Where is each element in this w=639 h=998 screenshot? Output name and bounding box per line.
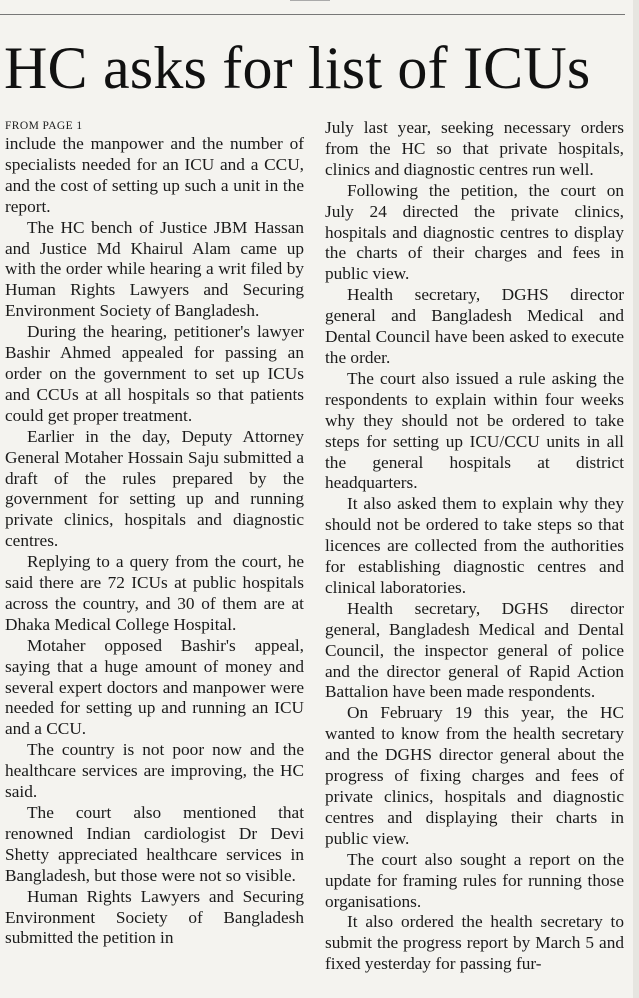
paragraph: Health secretary, DGHS director general, Bangladesh Medical and Dental Council, the inspector general of police and the director general of Rapid Action Battalion have been made respondents.	[325, 598, 624, 702]
paragraph: The court also sought a report on the update for framing rules for running those organisations.	[325, 849, 624, 911]
paragraph: The HC bench of Justice JBM Hassan and Justice Md Khairul Alam came up with the order while hearing a writ filed by Human Rights Lawyers and Securing Environment Society of Bangladesh.	[5, 217, 304, 321]
paragraph: The court also mentioned that renowned Indian cardiologist Dr Devi Shetty appreciated healthcare services in Bangladesh, but those were not so visible.	[5, 803, 304, 885]
paragraph: Health secretary, DGHS director general and Bangladesh Medical and Dental Council have been asked to execute the order.	[325, 285, 624, 367]
paragraph: July last year, seeking necessary orders from the HC so that private hospitals, clinics and diagnostic centres run well.	[325, 118, 624, 179]
paragraph: Motaher opposed Bashir's appeal, saying that a huge amount of money and several expert doctors and manpower were needed for setting up and running an ICU and a CCU.	[5, 635, 304, 739]
page-edge	[633, 0, 639, 998]
paragraph: Human Rights Lawyers and Securing Environment Society of Bangladesh submitted the petition in	[5, 886, 304, 948]
article-column-right	[325, 118, 624, 975]
paragraph: Following the petition, the court on July 24 directed the private clinics, hospitals and diagnostic centres to display the charts of their charges and fees in public view.	[325, 180, 624, 284]
paragraph: It also ordered the health secretary to submit the progress report by March 5 and fixed yesterday for passing fur-	[325, 912, 624, 974]
top-edge-mark	[290, 0, 330, 4]
paragraph: During the hearing, petitioner's lawyer Bashir Ahmed appealed for passing an order on the government to set up ICUs and CCUs at all hospitals so that patients could get proper treatment.	[5, 322, 304, 425]
jump-line: FROM PAGE 1	[5, 120, 83, 132]
paragraph: include the manpower and the number of specialists needed for an ICU and a CCU, and the cost of setting up such a unit in the report.	[5, 134, 304, 216]
paragraph: On February 19 this year, the HC wanted to know from the health secretary and the DGHS director general about the progress of fixing charges and fees of private clinics, hospitals and diagnostic centres and displaying their charts in public view.	[325, 703, 624, 848]
article-column-left	[5, 118, 304, 949]
paragraph: Replying to a query from the court, he said there are 72 ICUs at public hospitals across the country, and 30 of them are at Dhaka Medical College Hospital.	[5, 552, 304, 634]
paragraph: Earlier in the day, Deputy Attorney General Motaher Hossain Saju submitted a draft of the rules prepared by the government for setting up and running private clinics, hospitals and diagnostic centres.	[5, 426, 304, 551]
top-rule	[0, 14, 625, 15]
paragraph: The court also issued a rule asking the respondents to explain within four weeks why they should not be ordered to take steps for setting up ICU/CCU units in all the general hospitals at district headquarters.	[325, 368, 624, 493]
paragraph: It also asked them to explain why they should not be ordered to take steps so that licences are collected from the authorities for establishing diagnostic centres and clinical laboratories.	[325, 494, 624, 597]
paragraph: The country is not poor now and the healthcare services are improving, the HC said.	[5, 740, 304, 802]
headline: HC asks for list of ICUs	[4, 35, 591, 101]
